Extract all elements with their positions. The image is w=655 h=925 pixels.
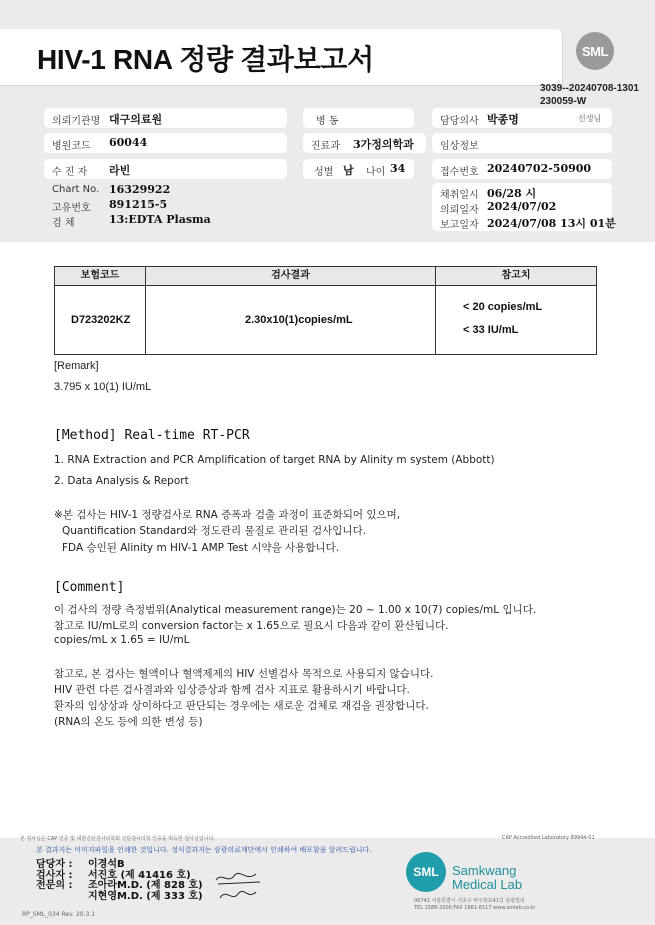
age-value: 34	[390, 162, 406, 175]
collect-date-label: 채취일시	[440, 190, 479, 201]
recipient-label: 수 진 자	[52, 167, 88, 178]
reference-cell-1: < 20 copies/mL	[463, 301, 543, 313]
sml-logo-icon: SML	[576, 32, 614, 70]
age-label: 나이	[366, 167, 386, 178]
unique-no-value: 891215-5	[109, 198, 168, 211]
specialist-label: 전문의 :	[36, 880, 73, 891]
print-notice: 본 결과지는 이미지파일을 인쇄한 것입니다. 정식결과지는 삼광의료재단에서 인쇄하여 배포함을 알려드립니다.	[36, 846, 372, 854]
clinical-info-label: 임상정보	[440, 141, 479, 152]
specialist-2: 지현영M.D. (제 333 호)	[88, 891, 203, 902]
specialist-1: 조아라M.D. (제 828 호)	[88, 880, 203, 891]
remark-label: [Remark]	[54, 360, 99, 372]
method-note-3: FDA 승인된 Alinity m HIV-1 AMP Test 시약을 사용합니다.	[62, 542, 340, 554]
table-divider	[435, 267, 436, 354]
department-value: 3가정의학과	[353, 138, 414, 151]
chart-no-label: Chart No.	[52, 184, 100, 195]
institution-value: 대구의료원	[109, 113, 163, 126]
company-phone: TEL 1588-2000 FAX 1661-8117 www.smlab.co.kr	[414, 905, 536, 911]
accession-number: 3039--20240708-1301	[540, 83, 639, 94]
tester-value: 이경석B	[88, 859, 125, 870]
department-label: 진료과	[311, 141, 340, 152]
receipt-no-label: 접수번호	[440, 167, 479, 178]
footer-fine-print: 본 검사실은 CAP 인증 및 대한진단검사의학회 진단검사의학 인증을 획득한 검사실입니다.	[20, 836, 215, 842]
method-item-1: 1. RNA Extraction and PCR Amplification of target RNA by Alinity m system (Abbott)	[54, 454, 495, 466]
method-note-2: Quantification Standard와 정도관리 물질로 관리된 검사입니다.	[62, 525, 367, 537]
collect-date-value: 06/28 시	[487, 187, 537, 200]
sex-label: 성별	[314, 167, 334, 178]
comment-line-2: 참고로 IU/mL로의 conversion factor는 x 1.65으로 필요시 다음과 같이 환산됩니다.	[54, 620, 449, 632]
company-logo-icon: SML	[406, 852, 446, 892]
insurance-code-cell: D723202KZ	[71, 314, 131, 326]
tester-label: 담당자 :	[36, 859, 73, 870]
examiner-label: 검사자 :	[36, 870, 73, 881]
ward-label: 병 동	[316, 116, 339, 127]
company-name-1: Samkwang	[452, 863, 517, 878]
comment-line-1: 이 검사의 정량 측정범위(Analytical measurement range)는 20 ~ 1.00 x 10(7) copies/mL 입니다.	[54, 604, 537, 616]
cap-accreditation: CAP Accredited Laboratory 89944-01	[502, 835, 595, 841]
receipt-no-value: 20240702-50900	[487, 162, 592, 175]
form-code: RP_SML_034 Rev. 20.3.1	[22, 911, 96, 918]
recipient-value: 라빈	[109, 164, 131, 177]
report-title: HIV-1 RNA 정량 결과보고서	[37, 44, 374, 75]
hospital-code-label: 병원코드	[52, 141, 91, 152]
doctor-suffix: 선생님	[578, 114, 602, 123]
chart-no-value: 16329922	[109, 183, 171, 196]
header-reference: 참고치	[436, 267, 596, 286]
sex-value: 남	[343, 164, 354, 177]
method-note-1: ※본 검사는 HIV-1 정량검사로 RNA 증폭과 검출 과정이 표준화되어 있으며,	[54, 509, 401, 521]
comment-line-4: 참고로, 본 검사는 혈액이나 혈액제제의 HIV 선별검사 목적으로 사용되지 않습니다.	[54, 668, 434, 680]
specimen-label: 검 체	[52, 218, 75, 229]
institution-label: 의뢰기관명	[52, 116, 101, 127]
unique-no-label: 고유번호	[52, 203, 91, 214]
comment-title: [Comment]	[54, 580, 125, 595]
company-address: 06742 서울특별시 서초구 바우뫼로41길 삼광빌딩	[414, 898, 525, 904]
header-insurance-code: 보험코드	[55, 267, 145, 286]
comment-line-7: (RNA의 온도 등에 의한 변성 등)	[54, 716, 203, 728]
hospital-code-value: 60044	[109, 136, 148, 149]
remark-value: 3.795 x 10(1) IU/mL	[54, 381, 152, 393]
doctor-value: 박종명	[487, 113, 519, 126]
request-date-label: 의뢰일자	[440, 205, 479, 216]
examiner-value: 서진호 (제 41416 호)	[88, 870, 191, 881]
table-divider	[145, 267, 146, 354]
method-title: [Method] Real-time RT-PCR	[54, 428, 250, 443]
reference-cell-2: < 33 IU/mL	[463, 324, 519, 336]
comment-line-3: copies/mL x 1.65 = IU/mL	[54, 634, 190, 646]
result-cell: 2.30x10(1)copies/mL	[245, 314, 353, 326]
report-date-value: 2024/07/08 13시 01분	[487, 217, 616, 230]
request-date-value: 2024/07/02	[487, 200, 557, 213]
comment-line-6: 환자의 임상상과 상이하다고 판단되는 경우에는 새로운 검체로 재검을 권장합니다.	[54, 700, 429, 712]
doctor-label: 담당의사	[440, 116, 479, 127]
result-table	[54, 266, 597, 355]
signature-icon	[212, 868, 267, 904]
report-date-label: 보고일자	[440, 220, 479, 231]
specimen-value: 13:EDTA Plasma	[109, 213, 211, 226]
header-result: 검사결과	[146, 267, 435, 286]
comment-line-5: HIV 관련 다른 검사결과와 임상증상과 함께 검사 지표로 활용하시기 바랍니다.	[54, 684, 410, 696]
accession-suffix: 230059-W	[540, 96, 587, 107]
method-item-2: 2. Data Analysis & Report	[54, 475, 189, 487]
company-name-2: Medical Lab	[452, 877, 523, 892]
